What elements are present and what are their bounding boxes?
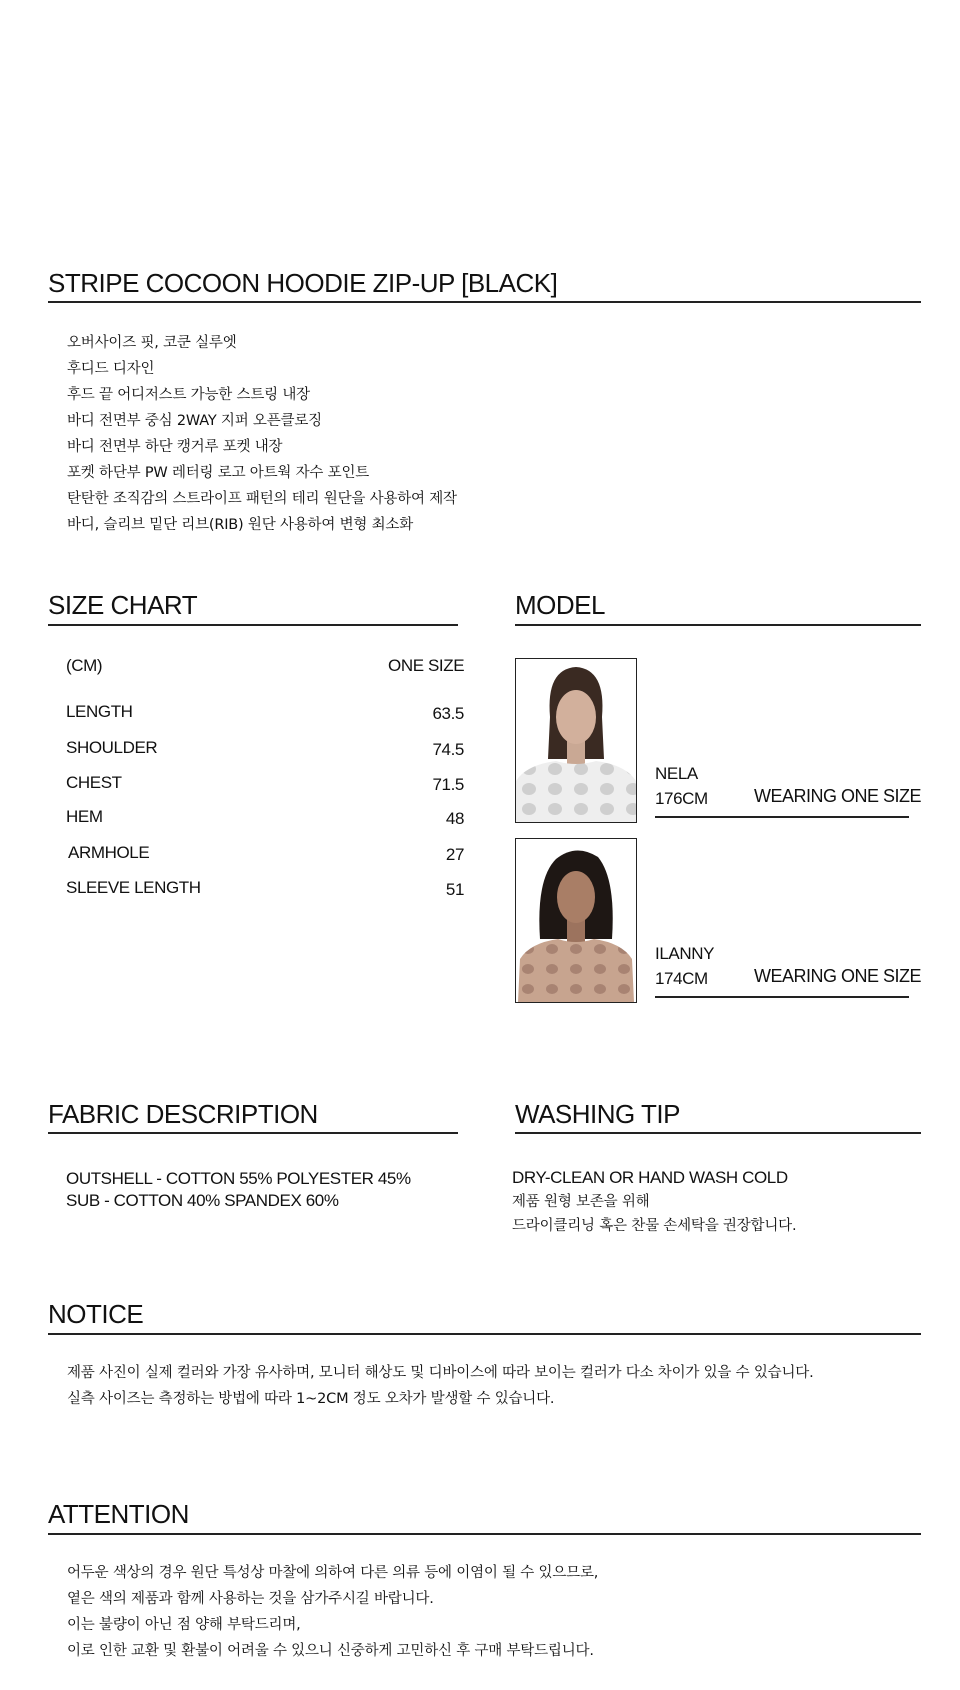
feature-item: 후드 끝 어디저스트 가능한 스트링 내장: [67, 387, 310, 403]
feature-item: 바디 전면부 하단 캥거루 포켓 내장: [67, 439, 283, 455]
model-height: 174CM: [655, 969, 708, 988]
fabric-heading: FABRIC DESCRIPTION: [48, 1099, 318, 1129]
size-chart-heading: SIZE CHART: [48, 590, 198, 620]
model-divider-line: [655, 816, 909, 818]
attention-divider: [48, 1533, 921, 1535]
model-divider-line: [655, 996, 909, 998]
model-heading: MODEL: [515, 590, 605, 620]
fabric-line: OUTSHELL - COTTON 55% POLYESTER 45%: [66, 1169, 411, 1188]
feature-item: 후디드 디자인: [67, 361, 155, 377]
size-row-label: SHOULDER: [66, 738, 158, 757]
size-row-label: SLEEVE LENGTH: [66, 878, 201, 897]
washing-lines: [512, 1166, 796, 1238]
feature-list: [67, 330, 457, 538]
notice-heading: NOTICE: [48, 1299, 144, 1329]
size-row-label: CHEST: [66, 773, 122, 792]
attention-line: 이로 인한 교환 및 환불이 어려울 수 있으니 신중하게 고민하신 후 구매 부탁드립니다.: [67, 1643, 594, 1659]
product-title: STRIPE COCOON HOODIE ZIP-UP [BLACK]: [48, 268, 558, 298]
feature-item: 바디 전면부 중심 2WAY 지퍼 오픈클로징: [67, 413, 322, 429]
model-name: NELA: [655, 764, 698, 783]
size-row-value: 27: [445, 845, 464, 864]
size-row-value: 63.5: [432, 704, 464, 723]
feature-item: 바디, 슬리브 밑단 리브(RIB) 원단 사용하여 변형 최소화: [67, 517, 414, 533]
fabric-line: SUB - COTTON 40% SPANDEX 60%: [66, 1191, 339, 1210]
model-portrait-image: [516, 839, 636, 1002]
attention-line: 이는 불량이 아닌 점 양해 부탁드리며,: [67, 1617, 301, 1633]
feature-item: 오버사이즈 핏, 코쿤 실루엣: [67, 335, 237, 351]
feature-item: 포켓 하단부 PW 레터링 로고 아트웍 자수 포인트: [67, 465, 370, 481]
title-divider: [48, 301, 921, 303]
attention-heading: ATTENTION: [48, 1499, 189, 1529]
washing-line: DRY-CLEAN OR HAND WASH COLD: [512, 1168, 788, 1187]
size-row-value: 71.5: [432, 775, 464, 794]
fabric-divider: [48, 1132, 458, 1134]
unit-label: (CM): [66, 656, 103, 675]
model-photo: [515, 658, 637, 823]
size-label: ONE SIZE: [388, 656, 465, 675]
model-height: 176CM: [655, 789, 708, 808]
size-chart-divider: [48, 624, 458, 626]
attention-line: 옅은 색의 제품과 함께 사용하는 것을 삼가주시길 바랍니다.: [67, 1591, 434, 1607]
model-photo: [515, 838, 637, 1003]
washing-divider: [515, 1132, 921, 1134]
size-row-label: HEM: [66, 807, 103, 826]
model-wearing: WEARING ONE SIZE: [754, 786, 922, 806]
model-name: ILANNY: [655, 944, 715, 963]
washing-line: 드라이클리닝 혹은 찬물 손세탁을 권장합니다.: [512, 1218, 797, 1234]
washing-line: 제품 원형 보존을 위해: [512, 1194, 650, 1210]
feature-item: 탄탄한 조직감의 스트라이프 패턴의 테리 원단을 사용하여 제작: [67, 491, 457, 507]
notice-line: 실측 사이즈는 측정하는 방법에 따라 1~2CM 정도 오차가 발생할 수 있습니다.: [67, 1391, 555, 1407]
size-row-value: 48: [445, 809, 464, 828]
size-row-label: ARMHOLE: [68, 843, 150, 862]
model-divider: [515, 624, 921, 626]
fabric-lines: [66, 1168, 411, 1212]
notice-divider: [48, 1333, 921, 1335]
notice-lines: [67, 1360, 814, 1412]
size-row-label: LENGTH: [66, 702, 133, 721]
attention-lines: [67, 1560, 598, 1664]
attention-line: 어두운 색상의 경우 원단 특성상 마찰에 의하여 다른 의류 등에 이염이 될 수 있으므로,: [67, 1565, 599, 1581]
notice-line: 제품 사진이 실제 컬러와 가장 유사하며, 모니터 해상도 및 디바이스에 따라 보이는 컬러가 다소 차이가 있을 수 있습니다.: [67, 1365, 814, 1381]
washing-heading: WASHING TIP: [515, 1099, 680, 1129]
model-wearing: WEARING ONE SIZE: [754, 966, 922, 986]
size-row-value: 51: [445, 880, 464, 899]
model-portrait-image: [516, 659, 636, 822]
size-row-value: 74.5: [432, 740, 464, 759]
